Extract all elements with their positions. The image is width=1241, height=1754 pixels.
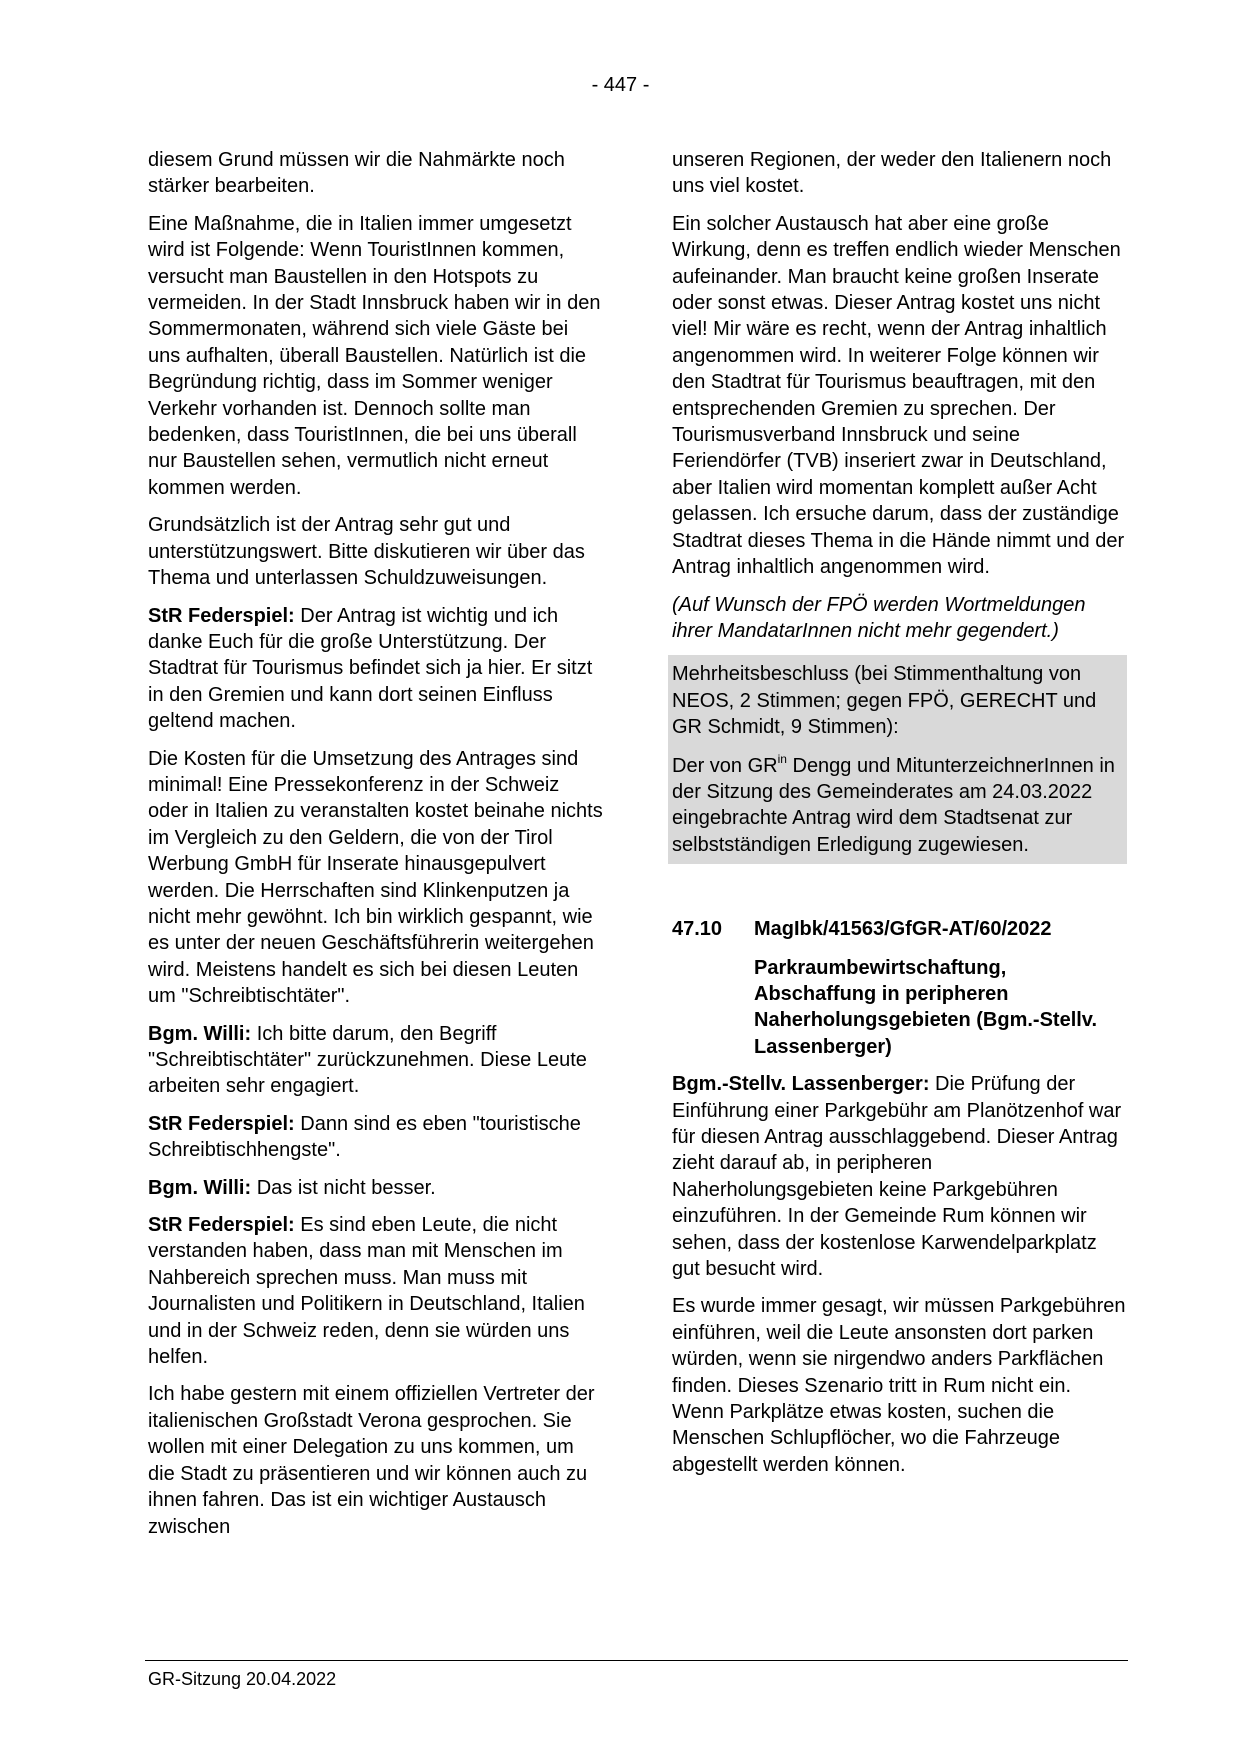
speech-text: Das ist nicht besser. (251, 1176, 436, 1199)
resolution-decision (672, 753, 1121, 859)
resolution-text-part: Der von GR (672, 754, 778, 777)
speech-paragraph (148, 603, 603, 735)
speech-paragraph (672, 1071, 1127, 1282)
speaker-name: Bgm. Willi: (148, 1176, 252, 1199)
speech-text: Der Antrag ist wichtig und ich danke Euch für die große Unterstützung. Der Stadtrat für Tourismus befindet sich ja hier. Er sitzt in den Gremien und kann dort seinen Einfluss geltend machen. (148, 604, 593, 733)
resolution-box (668, 655, 1127, 864)
speech-text: Ich bitte darum, den Begriff "Schreibtischtäter" zurückzunehmen. Diese Leute arbeiten sehr engagiert. (148, 1022, 587, 1098)
paragraph: Grundsätzlich ist der Antrag sehr gut und unterstützungswert. Bitte diskutieren wir über das Thema und unterlassen Schuldzuweisungen. (148, 514, 585, 590)
paragraph: Ich habe gestern mit einem offiziellen Vertreter der italienischen Großstadt Verona gesprochen. Sie wollen mit einer Delegation zu uns kommen, um die Stadt zu präsentieren und wir können auch zu ihnen fahren. Das ist ein wichtiger Austausch zwischen (148, 1383, 595, 1538)
paragraph: unseren Regionen, der weder den Italienern noch uns viel kostet. (672, 149, 1112, 198)
speech-text: Die Prüfung der Einführung einer Parkgebühr am Planötzenhof war für diesen Antrag ausschlaggebend. Dieser Antrag zieht darauf ab, in peripheren Naherholungsgebieten keine Parkgebühren einzuführen. In der Gemeinde Rum können wir sehen, dass der kostenlose Karwendelparkplatz gut besucht wird. (672, 1073, 1122, 1281)
paragraph: Ein solcher Austausch hat aber eine große Wirkung, denn es treffen endlich wieder Menschen aufeinander. Man braucht keine großen Inserate oder sonst etwas. Dieser Antrag kostet uns nicht viel! Mir wäre es recht, wenn der Antrag inhaltlich angenommen wird. In weiterer Folge können wir den Stadtrat für Tourismus beauftragen, mit den entsprechenden Gremien zu sprechen. Der Tourismusverband Innsbruck und seine Feriendörfer (TVB) inseriert zwar in Deutschland, aber Italien wird momentan komplett außer Acht gelassen. Ich ersuche darum, dass der zuständige Stadtrat dieses Thema in die Hände nimmt und der Antrag inhaltlich angenommen wird. (672, 212, 1125, 579)
speech-paragraph (148, 1212, 603, 1370)
paragraph: Die Kosten für die Umsetzung des Antrages sind minimal! Eine Pressekonferenz in der Schweiz oder in Italien zu veranstalten kostet beinahe nichts im Vergleich zu den Geldern, die von der Tirol Werbung GmbH für Inserate hinausgepulvert werden. Die Herrschaften sind Klinkenputzen ja nicht mehr gewöhnt. Ich bin wirklich gespannt, wie es unter der neuen Geschäftsführerin weitergehen wird. Meistens handelt es sich bei diesen Leuten um "Schreibtischtäter". (148, 747, 603, 1008)
speaker-name: StR Federspiel: (148, 1214, 295, 1237)
resolution-text-part: Dengg und MitunterzeichnerInnen in der Sitzung des Gemeinderates am 24.03.2022 eingebrachte Antrag wird dem Stadtsenat zur selbstständigen Erledigung zugewiesen. (672, 754, 1115, 856)
editorial-note: (Auf Wunsch der FPÖ werden Wortmeldungen ihrer MandatarInnen nicht mehr gegendert.) (672, 593, 1086, 642)
speech-paragraph (148, 1021, 603, 1100)
speaker-name: StR Federspiel: (148, 604, 295, 627)
speech-text: Dann sind es eben "touristische Schreibtischhengste". (148, 1112, 581, 1162)
agenda-item-number: 47.10 (672, 918, 723, 941)
right-column (672, 147, 1127, 1489)
page-number: - 447 - (591, 74, 650, 96)
speech-paragraph (148, 1111, 603, 1164)
speaker-name: Bgm.-Stellv. Lassenberger: (672, 1073, 930, 1096)
speaker-name: Bgm. Willi: (148, 1022, 252, 1045)
footer-divider (145, 1660, 1128, 1661)
speaker-name: StR Federspiel: (148, 1112, 295, 1135)
resolution-vote: Mehrheitsbeschluss (bei Stimmenthaltung von NEOS, 2 Stimmen; gegen FPÖ, GERECHT und GR Schmidt, 9 Stimmen): (672, 663, 1097, 739)
speech-text: Es sind eben Leute, die nicht verstanden haben, dass man mit Menschen im Nahbereich sprechen muss. Man muss mit Journalisten und Politikern in Deutschland, Italien und in der Schweiz reden, denn sie würden uns helfen. (148, 1214, 585, 1369)
agenda-item-title: Parkraumbewirtschaftung, Abschaffung in peripheren Naherholungsgebieten (Bgm.-Stellv. Lassenberger) (754, 956, 1097, 1058)
speech-paragraph (148, 1175, 603, 1201)
agenda-item-reference: MagIbk/41563/GfGR-AT/60/2022 (754, 918, 1052, 941)
superscript: in (777, 751, 787, 766)
agenda-item-header (672, 916, 1127, 942)
footer-session-date: GR-Sitzung 20.04.2022 (148, 1669, 337, 1689)
paragraph: Es wurde immer gesagt, wir müssen Parkgebühren einführen, weil die Leute ansonsten dort parken würden, wenn sie nirgendwo anders Parkflächen finden. Dieses Szenario tritt in Rum nicht ein. Wenn Parkplätze etwas kosten, suchen die Menschen Schlupflöcher, wo die Fahrzeuge abgestellt werden können. (672, 1295, 1126, 1476)
paragraph: Eine Maßnahme, die in Italien immer umgesetzt wird ist Folgende: Wenn TouristInnen kommen, versucht man Baustellen in den Hotspots zu vermeiden. In der Stadt Innsbruck haben wir in den Sommermonaten, während sich viele Gäste bei uns aufhalten, überall Baustellen. Natürlich ist die Begründung richtig, dass im Sommer weniger Verkehr vorhanden ist. Dennoch sollte man bedenken, dass TouristInnen, die bei uns überall nur Baustellen sehen, vermutlich nicht erneut kommen werden. (148, 212, 601, 499)
paragraph: diesem Grund müssen wir die Nahmärkte noch stärker bearbeiten. (148, 149, 565, 198)
left-column (148, 147, 603, 1551)
